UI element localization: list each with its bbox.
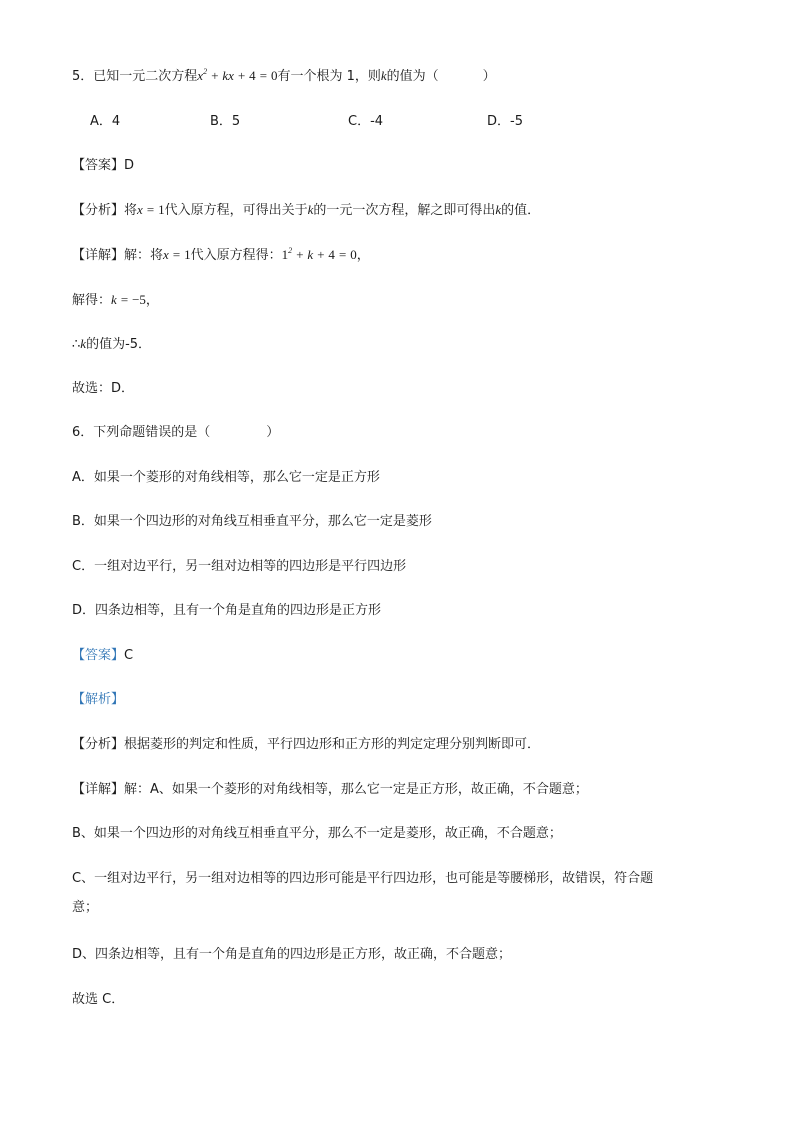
- solve-end: ，: [145, 293, 159, 308]
- detail-text: 解：A、如果一个菱形的对角线相等，那么它一定是正方形，故正确，不合题意；: [124, 782, 588, 797]
- q6-option-c: C．一组对边平行，另一组对边相等的四边形是平行四边形: [72, 559, 407, 574]
- detail-text: ，: [356, 248, 370, 263]
- q5-stem-before: 已知一元二次方程: [93, 69, 198, 84]
- q5-answer: [72, 157, 134, 175]
- therefore-text: 的值为-5．: [86, 337, 152, 352]
- q6-choose: 故选 C．: [72, 992, 125, 1007]
- answer-tag: 【答案】: [72, 648, 125, 663]
- q6-jiexi: 【解析】: [72, 692, 125, 707]
- analysis-text: 代入原方程，可得出关于: [164, 203, 308, 218]
- analysis-var-k: k: [307, 202, 314, 217]
- therefore-var-k: k: [80, 336, 87, 351]
- q5-number: 5．: [72, 69, 94, 84]
- solve-equation: k = −5: [111, 292, 146, 307]
- analysis-var-k: k: [495, 202, 502, 217]
- q6-number: 6．: [72, 425, 94, 440]
- detail-equation-2: $1^2 + k + 4 = 0$: [281, 246, 357, 262]
- therefore-symbol: ∴: [72, 337, 81, 352]
- detail-text: 解：将: [124, 248, 164, 263]
- q6-analysis: [72, 736, 540, 754]
- detail-tag: 【详解】: [72, 248, 125, 263]
- q6-close-paren: ）: [266, 425, 280, 440]
- q5-var-k: k: [380, 68, 387, 83]
- q5-detail: [72, 246, 370, 265]
- analysis-equation: x = 1: [137, 202, 165, 217]
- analysis-tag: 【分析】: [72, 203, 125, 218]
- q6-option-a: A．如果一个菱形的对角线相等，那么它一定是正方形: [72, 470, 380, 485]
- answer-tag: 【答案】: [72, 158, 125, 173]
- q5-option-d: D．-5: [487, 114, 523, 129]
- q5-close-paren: ）: [482, 69, 496, 84]
- detail-tag: 【详解】: [72, 782, 125, 797]
- detail-equation: x = 1: [163, 247, 191, 262]
- q6-stem-text: 下列命题错误的是（: [93, 425, 211, 440]
- analysis-text: 的值．: [501, 203, 541, 218]
- q6-detail-d: D、四条边相等，且有一个角是直角的四边形是正方形，故正确，不合题意；: [72, 947, 512, 962]
- detail-text: 代入原方程得：: [190, 248, 282, 263]
- analysis-text: 的一元一次方程，解之即可得出: [313, 203, 496, 218]
- q5-option-c: C．-4: [348, 114, 384, 129]
- q5-stem: [72, 67, 496, 86]
- q5-stem-after: 有一个根为 1，则: [277, 69, 381, 84]
- answer-value: D: [124, 158, 135, 173]
- answer-value: C: [124, 648, 134, 663]
- q5-analysis: [72, 201, 540, 220]
- q6-detail-b: B、如果一个四边形的对角线互相垂直平分，那么不一定是菱形，故正确，不合题意；: [72, 826, 562, 841]
- analysis-tag: 【分析】: [72, 737, 125, 752]
- q6-detail-a: [72, 781, 588, 799]
- q6-option-d: D．四条边相等，且有一个角是直角的四边形是正方形: [72, 603, 382, 618]
- q6-stem: [72, 424, 279, 442]
- q5-choose: 故选：D．: [72, 381, 135, 396]
- q6-option-b: B．如果一个四边形的对角线互相垂直平分，那么它一定是菱形: [72, 514, 432, 529]
- q6-detail-c-line2: 意；: [72, 900, 99, 915]
- q5-stem-end: 的值为（: [386, 69, 439, 84]
- q6-answer: [72, 647, 133, 665]
- q5-equation: $x^2$ + kx + 4 = 0: [197, 67, 278, 83]
- q5-solve: [72, 291, 159, 310]
- q5-option-a: A．4: [90, 114, 121, 129]
- q5-option-b: B．5: [210, 114, 241, 129]
- solve-label: 解得：: [72, 293, 112, 308]
- q6-detail-c-line1: C、一组对边平行，另一组对边相等的四边形可能是平行四边形，也可能是等腰梯形，故错误，符合题: [72, 871, 654, 886]
- analysis-text: 将: [124, 203, 138, 218]
- q5-therefore: [72, 335, 151, 354]
- analysis-text: 根据菱形的判定和性质，平行四边形和正方形的判定定理分别判断即可．: [124, 737, 541, 752]
